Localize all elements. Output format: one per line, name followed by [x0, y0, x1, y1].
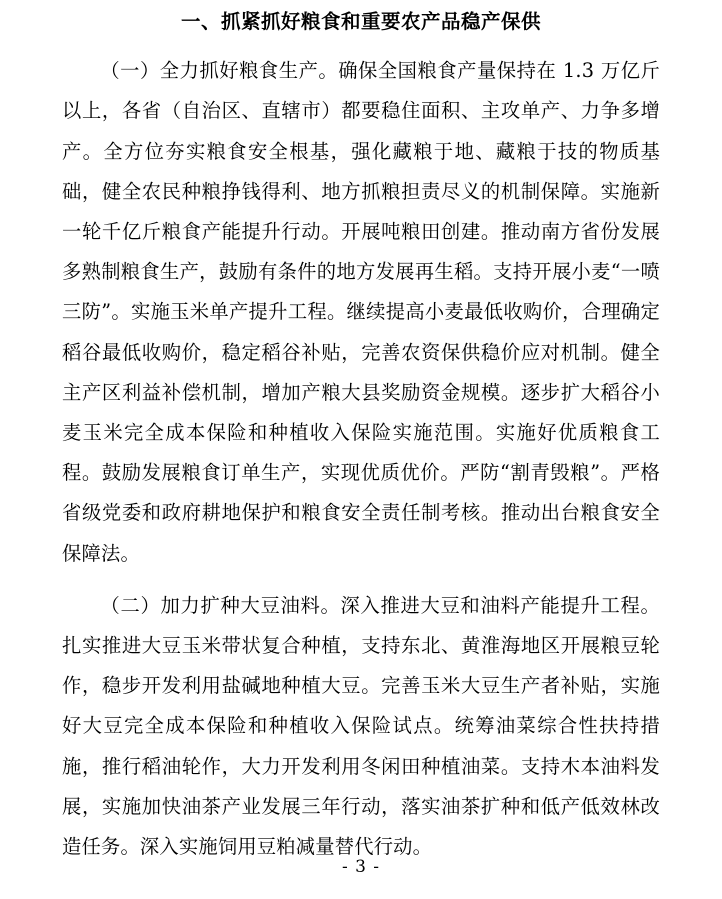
- page-number: - 3 -: [341, 857, 381, 877]
- paragraph-1: [62, 37, 660, 574]
- paragraph-2: [62, 574, 660, 867]
- paragraph-1-text: （一）全力抓好粮食生产。确保全国粮食产量保持在 1.3 万亿斤以上，各省（自治区、直辖市）都要稳住面积、主攻单产、力争多增产。全方位夯实粮食安全根基，强化藏粮于地、藏粮于技的物质基础，健全农民种粮挣钱得利、地方抓粮担责尽义的机制保障。实施新一轮千亿斤粮食产能提升行动。开展吨粮田创建。推动南方省份发展多熟制粮食生产，鼓励有条件的地方发展再生稻。支持开展小麦“一喷三防”。实施玉米单产提升工程。继续提高小麦最低收购价，合理确定稻谷最低收购价，稳定稻谷补贴，完善农资保供稳价应对机制。健全主产区利益补偿机制，增加产粮大县奖励资金规模。逐步扩大稻谷小麦玉米完全成本保险和种植收入保险实施范围。实施好优质粮食工程。鼓励发展粮食订单生产，实现优质优价。严防“割青毁粮”。严格省级党委和政府耕地保护和粮食安全责任制考核。推动出台粮食安全保障法。: [62, 59, 660, 565]
- page-title: 一、抓紧抓好粮食和重要农产品稳产保供: [180, 10, 541, 33]
- paragraph-2-text: （二）加力扩种大豆油料。深入推进大豆和油料产能提升工程。扎实推进大豆玉米带状复合种植，支持东北、黄淮海地区开展粮豆轮作，稳步开发利用盐碱地种植大豆。完善玉米大豆生产者补贴，实施好大豆完全成本保险和种植收入保险试点。统筹油菜综合性扶持措施，推行稻油轮作，大力开发利用冬闲田种植油菜。支持木本油料发展，实施加快油茶产业发展三年行动，落实油茶扩种和低产低效林改造任务。深入实施饲用豆粕减量替代行动。: [62, 593, 660, 859]
